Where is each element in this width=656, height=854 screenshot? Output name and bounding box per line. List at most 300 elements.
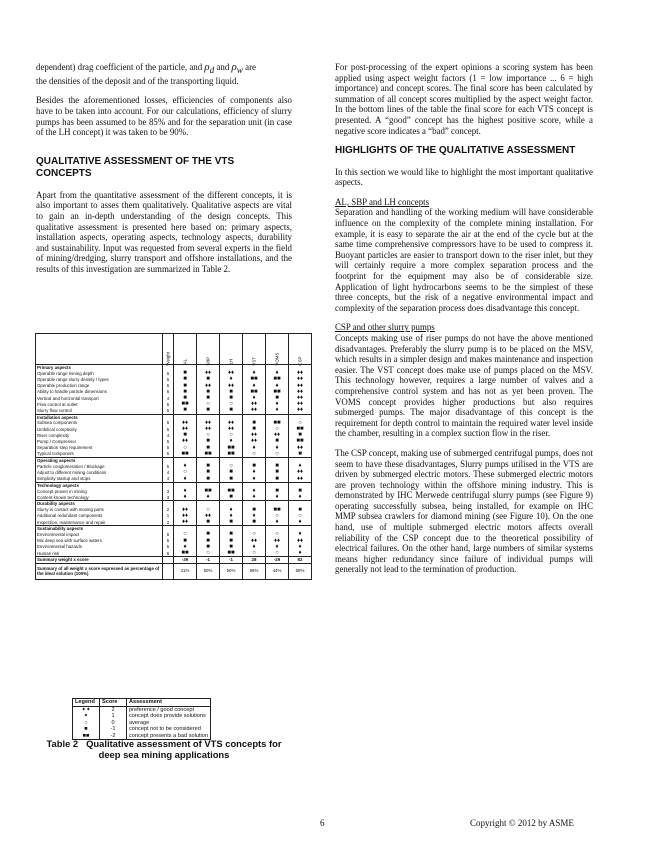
score-symbol: ■■ xyxy=(296,426,304,433)
score-symbol: ■■ xyxy=(204,488,212,495)
score-symbol: ♦ xyxy=(275,494,279,501)
score-symbol: ■ xyxy=(229,494,233,501)
aspect-label: Inspection, maintenance and repair xyxy=(36,519,163,526)
score-symbol: ○ xyxy=(206,432,210,439)
score-symbol: ♦ xyxy=(275,370,279,377)
legend-assessment: average xyxy=(127,720,211,727)
score-symbol: ■ xyxy=(206,475,210,482)
score-cell xyxy=(220,451,243,458)
legend-table xyxy=(72,698,211,740)
score-symbol: ♦ xyxy=(298,463,302,470)
score-symbol: ○ xyxy=(275,550,279,557)
paragraph-intro: In this section we would like to highlight the most important qualitative aspects. xyxy=(335,166,593,188)
summary-value: 28 xyxy=(243,557,266,563)
percentage-value: 44% xyxy=(266,563,289,579)
sub-d: d xyxy=(209,65,215,76)
score-symbol: ■ xyxy=(275,463,279,470)
score-cell xyxy=(174,407,197,414)
score-cell xyxy=(289,494,312,501)
percentage-value: 68% xyxy=(289,563,312,579)
score-symbol: ■■ xyxy=(204,450,212,457)
table-caption xyxy=(36,738,292,760)
aspect-label: Environmental hazards xyxy=(36,544,163,550)
aspect-weight: 6 xyxy=(163,383,174,389)
column-header-label: AL xyxy=(182,358,188,365)
score-symbol: ♦ xyxy=(183,463,187,470)
aspect-label: Separation step requirement xyxy=(36,445,163,451)
score-cell xyxy=(266,519,289,526)
score-symbol: ■ xyxy=(252,426,256,433)
score-symbol: ■ xyxy=(206,519,210,526)
score-symbol: ♦♦ xyxy=(296,401,304,408)
score-cell xyxy=(197,476,220,483)
text-fragment: the densities of the deposit and of the transporting liquid. xyxy=(36,75,239,86)
aspect-weight: 2 xyxy=(163,519,174,526)
score-symbol: ■ xyxy=(183,370,187,377)
score-symbol: ♦ xyxy=(298,543,302,550)
subheading-csp: CSP and other slurry pumps xyxy=(335,322,435,333)
aspect-weight: 4 xyxy=(163,469,174,475)
table-header-row xyxy=(36,334,312,365)
aspect-weight: 1 xyxy=(163,513,174,519)
score-symbol: ○ xyxy=(275,512,279,519)
score-symbol: ♦ xyxy=(275,444,279,451)
score-symbol: ♦ xyxy=(229,376,233,383)
caption-text: Qualitative assessment of VTS concepts for deep sea mining applications xyxy=(86,738,282,760)
percentage-value: 56% xyxy=(243,563,266,579)
score-symbol: ♦ xyxy=(252,543,256,550)
score-symbol: ■ xyxy=(206,444,210,451)
score-symbol: ♦♦ xyxy=(296,382,304,389)
score-cell xyxy=(243,519,266,526)
score-symbol: ■ xyxy=(252,519,256,526)
score-symbol: ♦ xyxy=(275,543,279,550)
column-header-label: VOMS xyxy=(274,352,280,366)
score-symbol: ♦ xyxy=(298,531,302,538)
score-symbol: ♦ xyxy=(252,395,256,402)
score-symbol: ■ xyxy=(183,376,187,383)
score-cell xyxy=(174,550,197,557)
rho-d: ρ xyxy=(204,61,210,73)
aspect-weight: 5 xyxy=(163,426,174,432)
column-header-label: LH xyxy=(228,358,234,365)
score-symbol: ♦♦ xyxy=(181,438,189,445)
score-symbol: ♦♦ xyxy=(273,432,281,439)
score-symbol: ♦♦ xyxy=(227,382,235,389)
score-symbol: ○ xyxy=(275,426,279,433)
aspect-label: Adjust to different mining conditions xyxy=(36,469,163,475)
score-cell xyxy=(197,451,220,458)
score-symbol: ♦ xyxy=(252,488,256,495)
score-symbol: ■ xyxy=(252,506,256,513)
score-symbol: ○ xyxy=(183,469,187,476)
score-symbol: ■ xyxy=(206,407,210,414)
column-header-label: SBP xyxy=(205,356,211,366)
score-symbol: ♦ xyxy=(183,475,187,482)
score-symbol: ■■ xyxy=(273,506,281,513)
score-cell xyxy=(266,476,289,483)
score-symbol: ♦ xyxy=(298,494,302,501)
score-cell xyxy=(174,476,197,483)
score-cell xyxy=(220,550,243,557)
aspect-weight: 5 xyxy=(163,420,174,426)
paragraph-csp: The CSP concept, making use of submerged centrifugal pumps, does not seem to have these disadvantages, Slurry pumps utilised in the VTS are driven by submerged electric motors. These submerged electric motors are proven technology within the offshore mining industry. This is demonstrated by IHC Merwede centrifugal slurry pumps (see Figure 9) operating successfully subsea, being installed, for example on IHC MMP subsea crawlers for diamond mining (see Figure 10). On the one hand, use of multiple submerged electric motors affects overall reliability of the CSP concept due to the theoretical possibility of electrical failures. On the other hand, large numbers of similar systems means higher redundancy since failure of individual pumps will generally not lead to the termination of production. xyxy=(335,447,593,575)
group-title: Technology aspects xyxy=(36,482,163,488)
score-cell xyxy=(243,451,266,458)
aspect-label: Environmental impact xyxy=(36,531,163,537)
score-symbol: ♦ xyxy=(275,519,279,526)
paragraph-qualitative: Apart from the quantitative assessment of the different concepts, it is also important to asses them qualitatively. Qualitative aspects are vital to gain an in-depth understanding of the design concepts. This qualitative assessment is presented here based on: primary aspects, installation aspects, operating aspects, technology aspects, durability and sustainability. Input was requested from several experts in the field of mining/dredging, slurry transport and offshore installations, and the results of this investigation are summarized in Table 2. xyxy=(36,189,292,274)
score-symbol: ♦ xyxy=(252,512,256,519)
summary-label: Summary weight x score xyxy=(36,557,163,563)
score-symbol: ■ xyxy=(206,463,210,470)
aspect-weight: 5 xyxy=(163,438,174,444)
score-symbol: ♦♦ xyxy=(250,407,258,414)
right-column xyxy=(335,62,593,575)
score-symbol: ♦ xyxy=(298,550,302,557)
aspect-label: Additional redundant components xyxy=(36,513,163,519)
score-cell xyxy=(220,407,243,414)
score-symbol: ○ xyxy=(229,463,233,470)
legend-score: -2 xyxy=(100,733,127,740)
aspect-weight: 5 xyxy=(163,401,174,407)
aspect-weight: 5 xyxy=(163,538,174,544)
aspect-label: Subsea components xyxy=(36,420,163,426)
score-cell xyxy=(266,407,289,414)
group-title: Operating aspects xyxy=(36,458,163,464)
paragraph-scoring: For post-processing of the expert opinions a scoring system has been applied using aspect weight factors (1 = low importance ... 6 = high importance) and concept scores. The final score has been calculated by summation of all concept scores multiplied by the aspect weight factor. In the bottom lines of the table the final score for each VTS concept is presented. A “good” concept has the highest positive score, while a negative score indicates a “bad” concept. xyxy=(335,62,593,136)
score-symbol: ■ xyxy=(183,382,187,389)
score-cell xyxy=(266,550,289,557)
score-symbol: ♦♦ xyxy=(181,519,189,526)
score-symbol: ♦ xyxy=(275,382,279,389)
score-symbol: ♦ xyxy=(252,475,256,482)
score-symbol: ■ xyxy=(229,519,233,526)
score-symbol: ○ xyxy=(252,450,256,457)
score-symbol: ■ xyxy=(206,438,210,445)
column-header-label: Weight xyxy=(165,351,171,366)
summary-value: 82 xyxy=(289,557,312,563)
score-symbol: ■■ xyxy=(273,388,281,395)
summary-value: -1 xyxy=(197,557,220,563)
score-symbol: ■■ xyxy=(296,438,304,445)
score-symbol: ♦♦ xyxy=(204,419,212,426)
score-symbol: ■ xyxy=(183,537,187,544)
score-symbol: ■ xyxy=(298,506,302,513)
aspect-weight: 6 xyxy=(163,370,174,376)
score-symbol: ■■ xyxy=(227,444,235,451)
score-symbol: ■■ xyxy=(273,419,281,426)
legend-row xyxy=(73,706,211,713)
aspect-weight: 5 xyxy=(163,451,174,458)
summary-value: -29 xyxy=(266,557,289,563)
column-header-label: CSP xyxy=(297,356,303,366)
score-symbol: ■ xyxy=(206,543,210,550)
score-symbol: ○ xyxy=(229,401,233,408)
aspect-label: Operable range slurry density / types xyxy=(36,376,163,382)
score-symbol: ○ xyxy=(252,550,256,557)
column-header xyxy=(243,334,266,365)
score-symbol: ■■ xyxy=(227,550,235,557)
score-symbol: ■■ xyxy=(227,450,235,457)
score-table xyxy=(35,333,312,580)
score-symbol: ♦♦ xyxy=(296,537,304,544)
aspect-weight: 5 xyxy=(163,445,174,451)
score-symbol: ■■ xyxy=(227,488,235,495)
score-symbol: ♦♦ xyxy=(250,438,258,445)
score-symbol: ♦ xyxy=(252,370,256,377)
score-symbol: ■ xyxy=(206,531,210,538)
score-symbol: ♦♦ xyxy=(250,401,258,408)
column-header-label: VST xyxy=(251,356,257,366)
aspect-weight: 4 xyxy=(163,432,174,438)
score-cell xyxy=(266,494,289,501)
aspect-weight: 6 xyxy=(163,376,174,382)
aspect-label: Operable production range xyxy=(36,383,163,389)
aspect-weight: 6 xyxy=(163,531,174,537)
rho-symbol xyxy=(204,61,215,76)
group-title: Sustainability aspects xyxy=(36,526,163,532)
aspect-label: Ability to handle particle dimensions xyxy=(36,389,163,395)
score-symbol: ■■ xyxy=(181,550,189,557)
page-number: 6 xyxy=(320,818,325,828)
score-symbol: ♦♦ xyxy=(227,419,235,426)
score-cell xyxy=(289,519,312,526)
aspect-label: Slurry flow control xyxy=(36,407,163,414)
score-symbol: ■ xyxy=(206,376,210,383)
group-title: Primary aspects xyxy=(36,365,163,371)
score-symbol: ■ xyxy=(252,419,256,426)
score-symbol: ■ xyxy=(206,537,210,544)
aspect-weight: 3 xyxy=(163,488,174,494)
score-cell xyxy=(243,476,266,483)
score-symbol: ♦ xyxy=(183,543,187,550)
score-symbol: ♦ xyxy=(229,506,233,513)
aspect-label: Pump / Compressor xyxy=(36,438,163,444)
aspect-label: Content known technology xyxy=(36,494,163,501)
score-cell xyxy=(289,451,312,458)
score-cell xyxy=(197,519,220,526)
score-symbol: ■ xyxy=(183,432,187,439)
score-symbol: ■■ xyxy=(181,401,189,408)
legend-header: Assessment xyxy=(127,699,211,707)
sub-w: w xyxy=(236,65,243,76)
legend-assessment: concept not to be considered xyxy=(127,726,211,733)
score-symbol: ♦♦ xyxy=(227,370,235,377)
aspect-label: Concept proven in mining xyxy=(36,488,163,494)
score-symbol: ♦♦ xyxy=(296,407,304,414)
legend-score: 0 xyxy=(100,720,127,727)
score-symbol: ♦♦ xyxy=(181,426,189,433)
legend-symbol: ✦ xyxy=(73,713,100,720)
copyright: Copyright © 2012 by ASME xyxy=(470,818,574,828)
score-symbol: ■ xyxy=(229,531,233,538)
score-cell xyxy=(197,550,220,557)
paragraph-al-sbp-lh: Separation and handling of the working medium will have considerable influence on the complexity of the complete mining installation. For example, it is easy to separate the air at the end of the cycle but at the same time comprehensive compressors have to be used to compress it. Buoyant particles are easier to transport down to the riser inlet, but they will certainly require a more complex separation process and the footprint for the equipment may also be of considerable size. Application of light hydrocarbons seems to be the simplest of these three concepts, but the risk of a negative environmental impact and complexity of the separation process does disadvantage this concept. xyxy=(335,207,593,313)
table-row xyxy=(36,407,312,414)
aspect-weight: 5 xyxy=(163,407,174,414)
score-symbol: ■ xyxy=(275,488,279,495)
score-symbol: ♦♦ xyxy=(296,469,304,476)
score-symbol: ♦♦ xyxy=(273,537,281,544)
score-symbol: ♦♦ xyxy=(296,444,304,451)
column-header xyxy=(174,334,197,365)
column-header xyxy=(220,334,243,365)
score-symbol: ♦ xyxy=(206,494,210,501)
legend-symbol: ○ xyxy=(73,720,100,727)
percentage-weight xyxy=(163,563,174,579)
score-symbol: ■■ xyxy=(181,450,189,457)
score-symbol: ■ xyxy=(183,395,187,402)
score-symbol: ○ xyxy=(229,432,233,439)
aspect-label: Vertical and horizontal transport xyxy=(36,395,163,401)
summary-value: -39 xyxy=(174,557,197,563)
score-symbol: ♦♦ xyxy=(181,419,189,426)
score-symbol: ■ xyxy=(206,388,210,395)
score-symbol: ○ xyxy=(183,531,187,538)
score-symbol: ○ xyxy=(206,506,210,513)
column-header xyxy=(197,334,220,365)
score-symbol: ♦ xyxy=(252,469,256,476)
score-symbol: ■ xyxy=(206,469,210,476)
score-symbol: ♦♦ xyxy=(204,382,212,389)
percentage-value: 41% xyxy=(174,563,197,579)
legend-header-row xyxy=(73,699,211,707)
aspect-weight: 5 xyxy=(163,463,174,469)
paragraph-efficiency: Besides the aforementioned losses, efficiencies of components also have to be taken into account. For our calculations, efficiency of slurry pumps has been assumed to be 85% and for the separation unit (in case of the LH concept) it was taken to be 90%. xyxy=(36,95,292,138)
aspect-label: Particle conglomeration / Blockage xyxy=(36,463,163,469)
percentage-label: Summary of all weight x score expressed as percentage of the ideal solution (100%) xyxy=(36,563,163,579)
legend-symbol: ✦✦ xyxy=(73,706,100,713)
score-symbol: ♦♦ xyxy=(204,426,212,433)
score-symbol: ■■ xyxy=(250,376,258,383)
legend-score: 2 xyxy=(100,706,127,713)
score-symbol: ♦ xyxy=(252,494,256,501)
header-empty xyxy=(36,334,163,365)
aspect-weight: 6 xyxy=(163,389,174,395)
score-symbol: ■ xyxy=(229,388,233,395)
score-symbol: ♦♦ xyxy=(250,432,258,439)
score-symbol: ♦ xyxy=(298,519,302,526)
text-are: are xyxy=(245,62,256,72)
legend-assessment: concept presents a bad solution xyxy=(127,733,211,740)
aspect-weight: 2 xyxy=(163,507,174,513)
table-row xyxy=(36,476,312,483)
paragraph-csp-other: Concepts making use of riser pumps do not have the above mentioned disadvantages. Preferably the slurry pump is to be placed on the MSV, which results in a simpler design and makes maintenance and inspection easier. The VST concept does make use of pumps placed on the MSV. This technology however, requires a large number of valves and a comprehensive control system and has not as yet been proven. The VOMS concept provides higher productions but also requires submerged pumps. The major disadvantage of this concept is the requirement for depth control to maintain the required water level inside the chamber, resulting in a complex suction flow in the riser. xyxy=(335,332,593,439)
score-cell xyxy=(174,494,197,501)
column-header xyxy=(289,334,312,365)
text-and: and xyxy=(216,62,230,72)
aspect-weight: 5 xyxy=(163,544,174,550)
aspect-label: Riser complexity xyxy=(36,432,163,438)
score-symbol: ♦♦ xyxy=(204,370,212,377)
text-fragment: dependent) drag coefficient of the particle, and xyxy=(36,62,203,72)
table-row xyxy=(36,494,312,501)
score-symbol: ♦ xyxy=(275,407,279,414)
score-symbol: ■ xyxy=(252,463,256,470)
score-symbol: ■ xyxy=(275,469,279,476)
section-heading-highlights: HIGHLIGHTS OF THE QUALITATIVE ASSESSMENT xyxy=(335,145,576,157)
aspect-label: Flow control at outlet xyxy=(36,401,163,407)
score-cell xyxy=(243,494,266,501)
score-symbol: ■ xyxy=(275,475,279,482)
legend-symbol: ■■ xyxy=(73,733,100,740)
score-symbol: ♦♦ xyxy=(296,395,304,402)
score-symbol: ■ xyxy=(275,438,279,445)
score-symbol: ♦♦ xyxy=(227,426,235,433)
legend-score: -1 xyxy=(100,726,127,733)
section-heading-qualitative: QUALITATIVE ASSESSMENT OF THE VTS CONCEPTS xyxy=(36,155,235,180)
score-symbol: ♦♦ xyxy=(296,370,304,377)
percentage-value: 50% xyxy=(220,563,243,579)
legend-assessment: preference / good concept xyxy=(127,706,211,713)
legend-symbol: ■ xyxy=(73,726,100,733)
aspect-weight: 3 xyxy=(163,494,174,501)
percentage-value: 50% xyxy=(197,563,220,579)
score-symbol: ○ xyxy=(206,550,210,557)
score-cell xyxy=(266,451,289,458)
score-symbol: ■ xyxy=(229,475,233,482)
score-cell xyxy=(220,476,243,483)
aspect-weight: 4 xyxy=(163,476,174,483)
score-symbol: ♦ xyxy=(275,401,279,408)
aspect-label: Human risk xyxy=(36,550,163,557)
group-title: Installation aspects xyxy=(36,414,163,420)
score-symbol: ■ xyxy=(229,543,233,550)
score-symbol: ♦ xyxy=(229,438,233,445)
score-symbol: ♦ xyxy=(229,512,233,519)
score-symbol: ○ xyxy=(252,531,256,538)
legend-header: Legend xyxy=(73,699,100,707)
aspect-label: Simplicity startup and stops xyxy=(36,476,163,483)
score-symbol: ■ xyxy=(229,407,233,414)
score-symbol: ♦ xyxy=(183,488,187,495)
score-symbol: ■■ xyxy=(273,376,281,383)
left-column xyxy=(36,62,292,275)
legend-assessment: concept does provide solutions xyxy=(127,713,211,720)
score-cell xyxy=(289,476,312,483)
aspect-weight: 4 xyxy=(163,395,174,401)
score-symbol: ○ xyxy=(275,450,279,457)
paragraph-drag xyxy=(36,62,292,86)
score-symbol: ♦♦ xyxy=(296,388,304,395)
score-symbol: ♦♦ xyxy=(296,376,304,383)
score-symbol: ■ xyxy=(183,388,187,395)
legend-header: Score xyxy=(100,699,127,707)
summary-value: -1 xyxy=(220,557,243,563)
score-symbol: ♦ xyxy=(252,444,256,451)
score-cell xyxy=(220,494,243,501)
score-symbol: ■ xyxy=(229,537,233,544)
rho-w: ρ xyxy=(231,61,237,73)
score-cell xyxy=(174,519,197,526)
score-symbol: ■ xyxy=(229,395,233,402)
score-cell xyxy=(243,550,266,557)
score-cell xyxy=(243,407,266,414)
score-cell xyxy=(197,494,220,501)
aspect-label: Typical component xyxy=(36,451,163,458)
rho-symbol xyxy=(231,61,243,76)
caption-number: Table 2 xyxy=(46,738,79,749)
column-header xyxy=(163,334,174,365)
score-symbol: ♦♦ xyxy=(181,506,189,513)
score-symbol: ■ xyxy=(229,469,233,476)
score-symbol: ○ xyxy=(206,401,210,408)
group-title: Durability aspects xyxy=(36,501,163,507)
table-row xyxy=(36,451,312,458)
score-symbol: ■ xyxy=(298,450,302,457)
aspect-weight: 6 xyxy=(163,550,174,557)
